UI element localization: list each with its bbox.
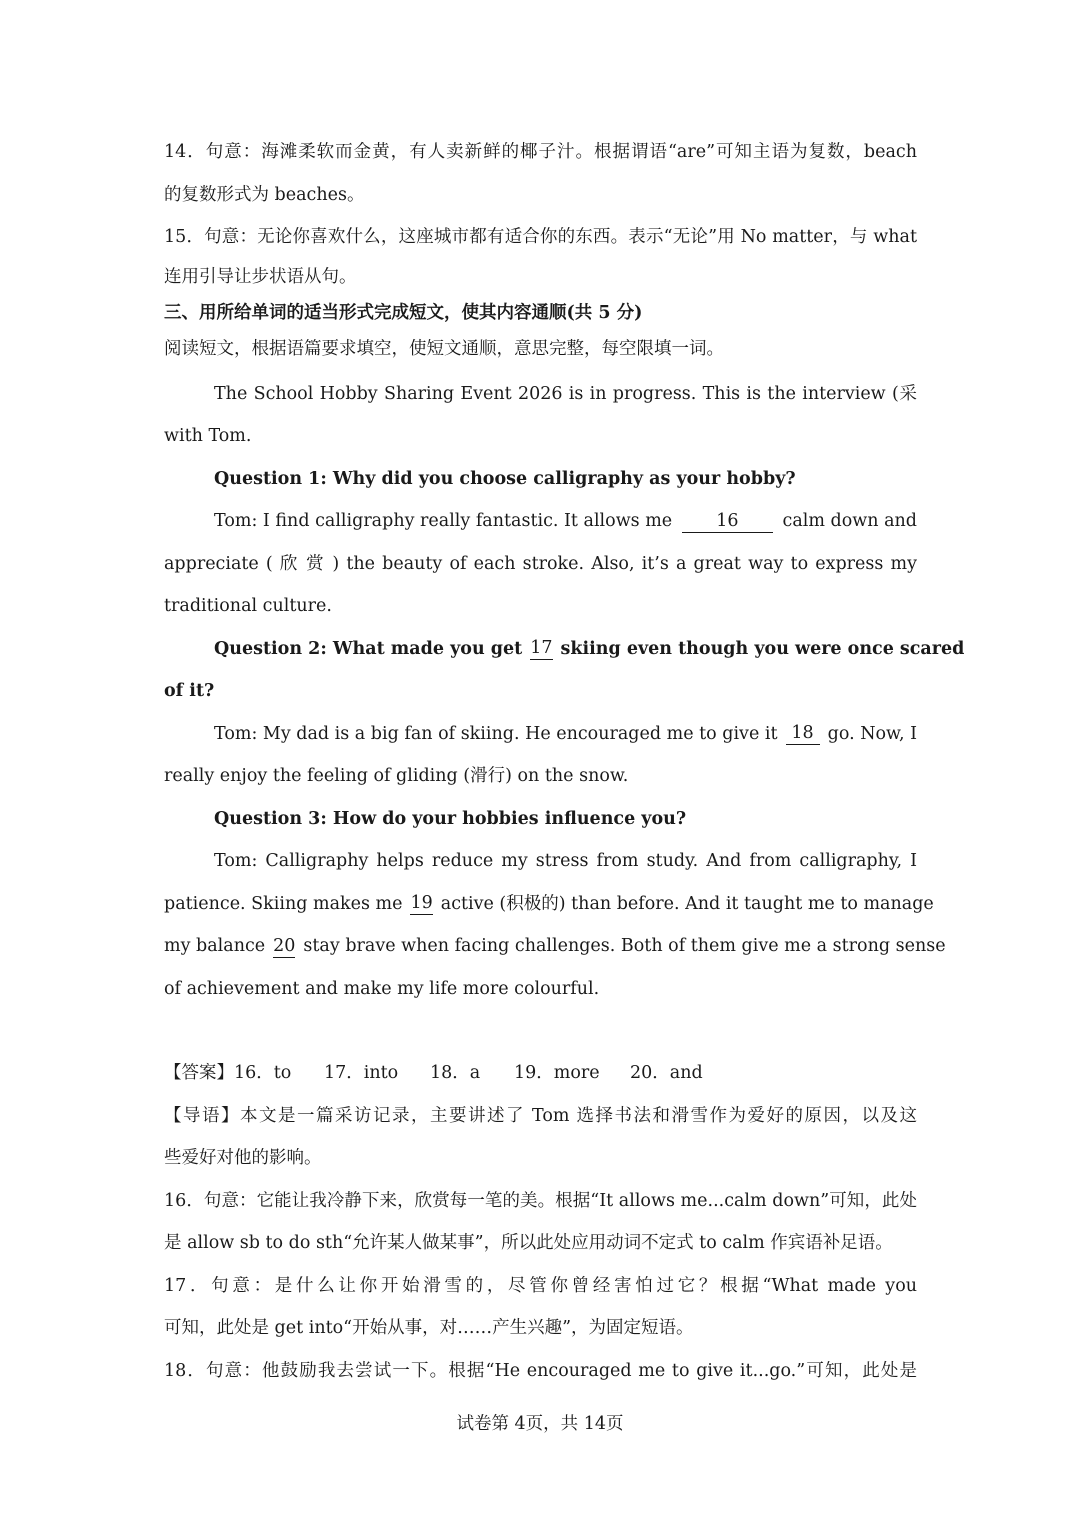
- answer-item: 16．to: [234, 1063, 292, 1083]
- answer-1-line1: [164, 500, 917, 543]
- explanation-17-line2: 可知，此处是 get into“开始从事，对……产生兴趣”，为固定短语。: [164, 1318, 694, 1338]
- question-2-text-post: skiing even though you were once scared: [560, 638, 965, 659]
- blank-16[interactable]: 16: [682, 510, 772, 533]
- section-instruction: 阅读短文，根据语篇要求填空，使短文通顺，意思完整，每空限填一词。: [164, 338, 724, 359]
- answer-3-line3-pre: my balance: [164, 936, 266, 956]
- explanation-14-line2: 的复数形式为 beaches。: [164, 184, 365, 205]
- guide-line2: 些爱好对他的影响。: [164, 1148, 322, 1168]
- page-footer: 试卷第 4页，共 14页: [456, 1414, 624, 1434]
- answer-2-text-post: go. Now, I: [827, 723, 917, 744]
- exam-page: [164, 131, 965, 1392]
- blank-20[interactable]: 20: [273, 935, 296, 956]
- answer-item: 20．and: [630, 1063, 703, 1083]
- answer-3-text-pre: patience. Skiing makes me: [164, 893, 403, 914]
- question-3: Question 3: How do your hobbies influence you?: [214, 808, 687, 829]
- answer-3-line4: of achievement and make my life more colourful.: [164, 978, 600, 999]
- answer-3-text-post: active (积极的) than before. And it taught me to manage: [440, 893, 934, 914]
- blank-17[interactable]: 17: [530, 638, 553, 659]
- question-1: Question 1: Why did you choose calligraphy as your hobby?: [214, 468, 796, 489]
- answer-item: 18．a: [430, 1063, 481, 1083]
- answer-2-line1: [164, 713, 917, 756]
- answer-key-label: 【答案】: [164, 1063, 234, 1083]
- answer-1-text-pre: Tom: I find calligraphy really fantastic. It allows me: [214, 511, 673, 531]
- passage-intro-line1: The School Hobby Sharing Event 2026 is in progress. This is the interview (采: [214, 383, 917, 404]
- blank-18[interactable]: 18: [786, 722, 820, 745]
- answer-key: [164, 1052, 917, 1095]
- answer-3-line3-post: stay brave when facing challenges. Both of them give me a strong sense: [303, 936, 946, 956]
- explanation-15-line2: 连用引导让步状语从句。: [164, 266, 357, 287]
- explanation-18-line1: 18．句意：他鼓励我去尝试一下。根据“He encouraged me to give it...go.”可知，此处是: [164, 1360, 917, 1381]
- answer-item: 19．more: [514, 1063, 600, 1083]
- answer-2-text-pre: Tom: My dad is a big fan of skiing. He encouraged me to give it: [214, 723, 778, 744]
- answer-1-text-post: calm down and: [782, 511, 917, 531]
- explanation-14-line1: 14．句意：海滩柔软而金黄，有人卖新鲜的椰子汁。根据谓语“are”可知主语为复数，beach: [164, 142, 917, 162]
- answer-3-line3: [164, 925, 946, 968]
- passage-intro-line2: with Tom.: [164, 426, 252, 446]
- answer-1-line2: appreciate ( 欣 赏 ) the beauty of each stroke. Also, it’s a great way to express my: [164, 553, 917, 574]
- answer-item: 17．into: [324, 1063, 399, 1083]
- explanation-16-line2: 是 allow sb to do sth“允许某人做某事”，所以此处应用动词不定式 to calm 作宾语补足语。: [164, 1233, 893, 1253]
- section-title: 三、用所给单词的适当形式完成短文，使其内容通顺(共 5 分): [164, 302, 643, 323]
- answer-2-line2: really enjoy the feeling of gliding (滑行) on the snow.: [164, 766, 629, 786]
- answer-3-line2: [164, 883, 934, 926]
- explanation-15-line1: 15．句意：无论你喜欢什么，这座城市都有适合你的东西。表示“无论”用 No matter，与 what: [164, 227, 917, 247]
- answer-3-line1: Tom: Calligraphy helps reduce my stress from study. And from calligraphy, I: [214, 851, 917, 871]
- question-2-line1: [164, 628, 965, 671]
- blank-19[interactable]: 19: [410, 893, 433, 914]
- explanation-17-line1: 17．句意：是什么让你开始滑雪的，尽管你曾经害怕过它？根据“What made you: [164, 1275, 917, 1296]
- question-2-line2: of it?: [164, 681, 215, 701]
- guide-line1: 【导语】本文是一篇采访记录，主要讲述了 Tom 选择书法和滑雪作为爱好的原因，以及这: [164, 1105, 917, 1126]
- answer-1-line3: traditional culture.: [164, 596, 332, 616]
- question-2-text-pre: Question 2: What made you get: [214, 638, 523, 659]
- explanation-16-line1: 16．句意：它能让我冷静下来，欣赏每一笔的美。根据“It allows me...calm down”可知，此处: [164, 1190, 917, 1211]
